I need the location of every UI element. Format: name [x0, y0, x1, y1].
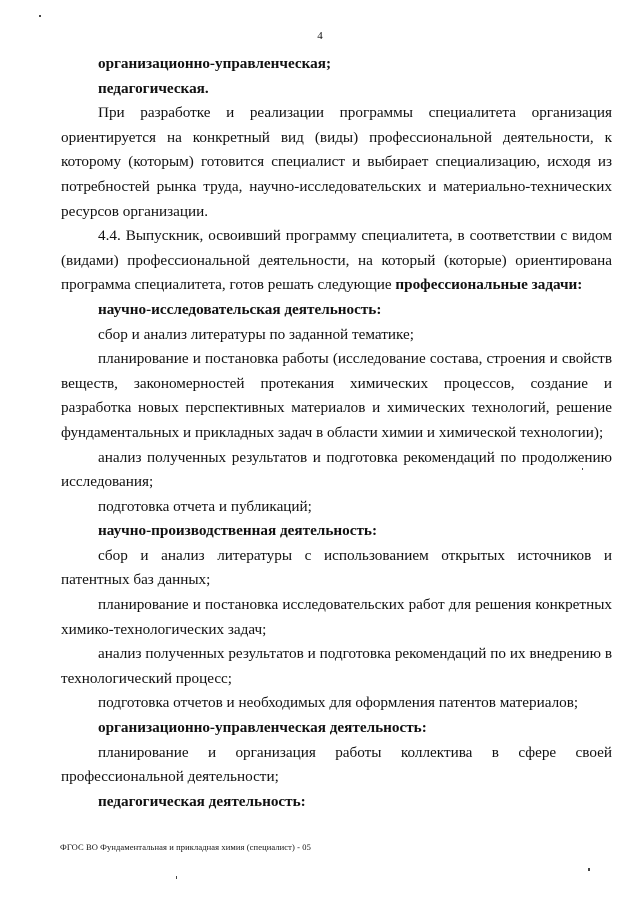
- paragraph: При разработке и реализации программы специалитета организация ориентируется на конкретный вид (виды) профессиональной деятельности, к которому (которым) готовится специалист и выбирает специализацию, исходя из потребностей рынка труда, научно-исследовательских и материально-технических ресурсов организации.: [61, 104, 612, 220]
- section-heading: педагогическая деятельность:: [98, 792, 306, 810]
- page-number: 4: [317, 30, 323, 42]
- list-item: подготовка отчета и публикаций;: [98, 497, 312, 515]
- list-item: анализ полученных результатов и подготовка рекомендаций по продолжению исследования;: [61, 448, 612, 491]
- list-item: планирование и постановка работы (исследование состава, строения и свойств веществ, закономерностей протекания химических процессов, создание и разработка новых перспективных материалов и химических технологий, решение фундаментальных и прикладных задач в области химии и химической технологии);: [61, 350, 612, 441]
- list-item: анализ полученных результатов и подготовка рекомендаций по их внедрению в технологический процесс;: [61, 645, 612, 687]
- document-body: [61, 52, 612, 814]
- scan-speck: [588, 868, 590, 871]
- list-item: подготовка отчетов и необходимых для оформления патентов материалов;: [98, 694, 579, 712]
- scan-speck: [39, 15, 41, 17]
- paragraph-bold-tail: профессиональные задачи:: [395, 276, 583, 294]
- paragraph: [61, 224, 612, 298]
- list-heading: организационно-управленческая;: [98, 55, 331, 72]
- list-item: сбор и анализ литературы с использованием открытых источников и патентных баз данных;: [61, 546, 612, 589]
- scan-speck: [176, 876, 177, 879]
- list-item: планирование и постановка исследовательских работ для решения конкретных химико-технологических задач;: [61, 596, 612, 638]
- list-heading: педагогическая.: [98, 79, 209, 97]
- list-item: сбор и анализ литературы по заданной тематике;: [98, 325, 414, 343]
- page-footer: ФГОС ВО Фундаментальная и прикладная химия (специалист) - 05: [60, 842, 312, 852]
- section-heading: научно-производственная деятельность:: [98, 522, 377, 540]
- paragraph-text: 4.4. Выпускник, освоивший программу специалитета, в соответствии с видом (видами) профессиональной деятельности, на который (которые) ориентирована программа специалитета, готов решать следующие: [61, 227, 612, 294]
- list-item: планирование и организация работы коллектива в сфере своей профессиональной деятельности;: [61, 743, 612, 786]
- scan-speck: [582, 468, 583, 470]
- section-heading: научно-исследовательская деятельность:: [98, 300, 382, 318]
- section-heading: организационно-управленческая деятельность:: [98, 719, 427, 737]
